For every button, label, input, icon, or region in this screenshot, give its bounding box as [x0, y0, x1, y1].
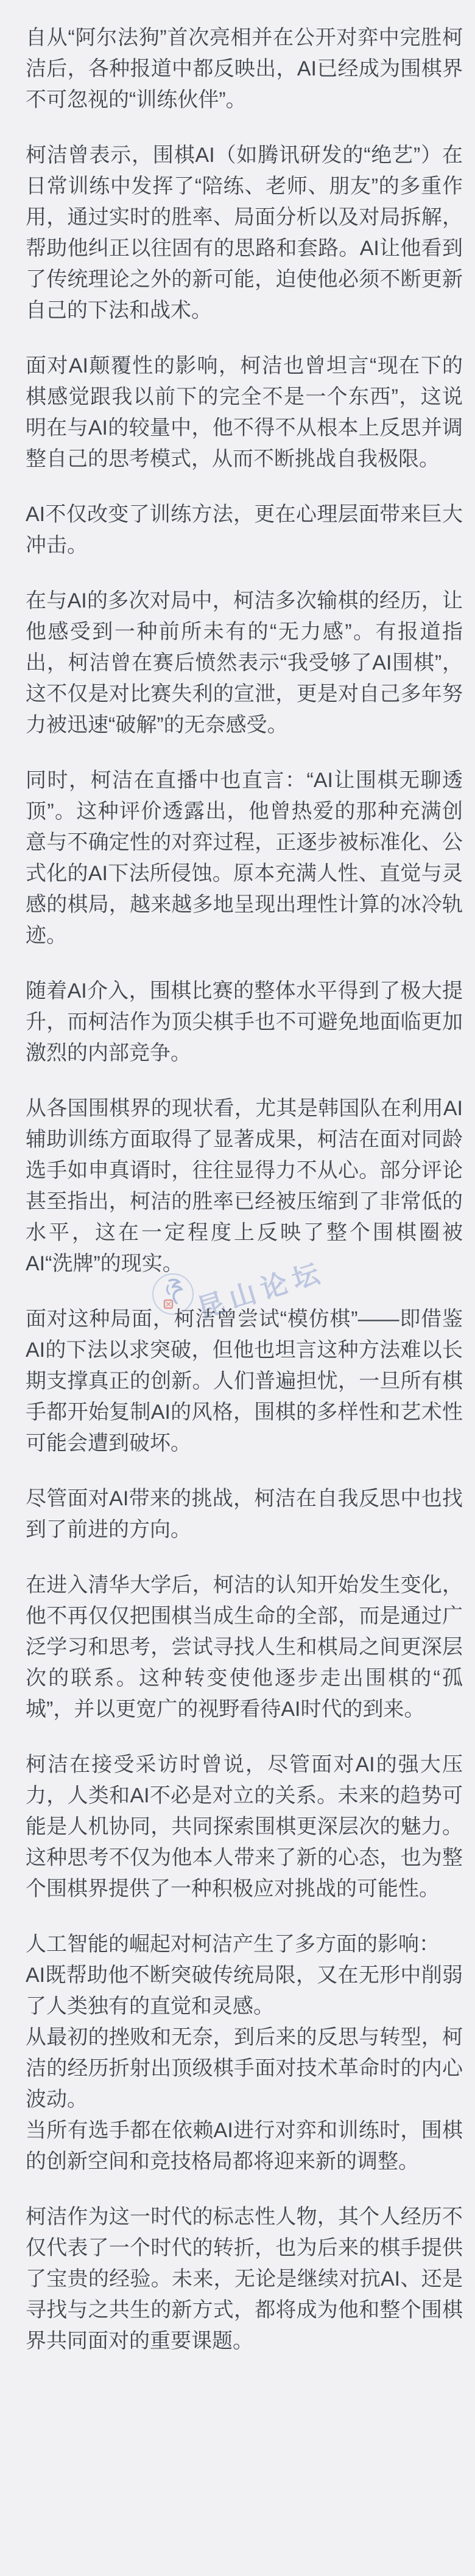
paragraph-line: 面对这种局面，柯洁曾尝试“模仿棋”——即借鉴AI的下法以求突破，但他也坦言这种方法难以长期支撑真正的创新。人们普遍担忧，一旦所有棋手都开始复制AI的风格，围棋的多样性和艺术性可能会遭到破坏。 [26, 1307, 463, 1455]
paragraph [26, 140, 463, 326]
paragraph [26, 1483, 463, 1545]
paragraph [26, 586, 463, 741]
paragraph-line: AI不仅改变了训练方法，更在心理层面带来巨大冲击。 [26, 503, 463, 557]
watermark-text: 昆山论坛 [194, 1257, 329, 1325]
paragraph [26, 351, 463, 475]
paragraph [26, 1570, 463, 1725]
paragraph-line: 从各国围棋界的现状看，尤其是韩国队在利用AI辅助训练方面取得了显著成果，柯洁在面对同龄选手如申真谞时，往往显得力不从心。部分评论甚至指出，柯洁的胜率已经被压缩到了非常低的水平，这在一定程度上反映了整个围棋圈被AI“洗牌”的现实。 [26, 1097, 463, 1275]
paragraph [26, 499, 463, 561]
paragraph [26, 976, 463, 1069]
paragraph [26, 1929, 463, 2177]
paragraph-line: 柯洁在接受采访时曾说，尽管面对AI的强大压力，人类和AI不必是对立的关系。未来的趋势可能是人机协同，共同探索围棋更深层次的魅力。这种思考不仅为他本人带来了新的心态，也为整个围棋界提供了一种积极应对挑战的可能性。 [26, 1753, 463, 1900]
paragraph-line: 人工智能的崛起对柯洁产生了多方面的影响： [26, 1933, 440, 1956]
paragraph-line: 在与AI的多次对局中，柯洁多次输棋的经历，让他感受到一种前所未有的“无力感”。有报道指出，柯洁曾在赛后愤然表示“我受够了AI围棋”，这不仅是对比赛失利的宣泄，更是对自己多年努力被迅速“破解”的无奈感受。 [26, 589, 463, 737]
paragraph-line: 自从“阿尔法狗”首次亮相并在公开对弈中完胜柯洁后，各种报道中都反映出，AI已经成为围棋界不可忽视的“训练伙伴”。 [26, 26, 463, 111]
paragraph-line: 面对AI颠覆性的影响，柯洁也曾坦言“现在下的棋感觉跟我以前下的完全不是一个东西”，这说明在与AI的较量中，他不得不从根本上反思并调整自己的思考模式，从而不断挑战自我极限。 [26, 354, 463, 471]
paragraph-line: 随着AI介入，围棋比赛的整体水平得到了极大提升，而柯洁作为顶尖棋手也不可避免地面临更加激烈的内部竞争。 [26, 979, 463, 1065]
paragraph [26, 23, 463, 116]
paragraph-line: 当所有选手都在依赖AI进行对弈和训练时，围棋的创新空间和竞技格局都将迎来新的调整。 [26, 2119, 463, 2173]
paragraph [26, 1304, 463, 1459]
paragraph-line: 同时，柯洁在直播中也直言：“AI让围棋无聊透顶”。这种评价透露出，他曾热爱的那种充满创意与不确定性的对弈过程，正逐步被标准化、公式化的AI下法所侵蚀。原本充满人性、直觉与灵感的棋局，越来越多地呈现出理性计算的冰冷轨迹。 [26, 769, 463, 947]
paragraph [26, 1093, 463, 1279]
paragraph-line: 柯洁作为这一时代的标志性人物，其个人经历不仅代表了一个时代的转折，也为后来的棋手提供了宝贵的经验。未来，无论是继续对抗AI、还是寻找与之共生的新方式，都将成为他和整个围棋界共同面对的重要课题。 [26, 2205, 463, 2353]
paragraph [26, 2202, 463, 2357]
paragraph-line: 从最初的挫败和无奈，到后来的反思与转型，柯洁的经历折射出顶级棋手面对技术革命时的内心波动。 [26, 2026, 463, 2111]
paragraph [26, 1749, 463, 1905]
paragraph-line: 柯洁曾表示，围棋AI（如腾讯研发的“绝艺”）在日常训练中发挥了“陪练、老师、朋友”的多重作用，通过实时的胜率、局面分析以及对局拆解，帮助他纠正以往固有的思路和套路。AI让他看到了传统理论之外的新可能，迫使他必须不断更新自己的下法和战术。 [26, 144, 463, 322]
paragraph-line: 在进入清华大学后，柯洁的认知开始发生变化，他不再仅仅把围棋当成生命的全部，而是通过广泛学习和思考，尝试寻找人生和棋局之间更深层次的联系。这种转变使他逐步走出围棋的“孤城”，并以更宽广的视野看待AI时代的到来。 [26, 1573, 463, 1721]
paragraph-line: 尽管面对AI带来的挑战，柯洁在自我反思中也找到了前进的方向。 [26, 1487, 463, 1541]
paragraph-line: AI既帮助他不断突破传统局限，又在无形中削弱了人类独有的直觉和灵感。 [26, 1964, 463, 2018]
paragraph [26, 765, 463, 951]
